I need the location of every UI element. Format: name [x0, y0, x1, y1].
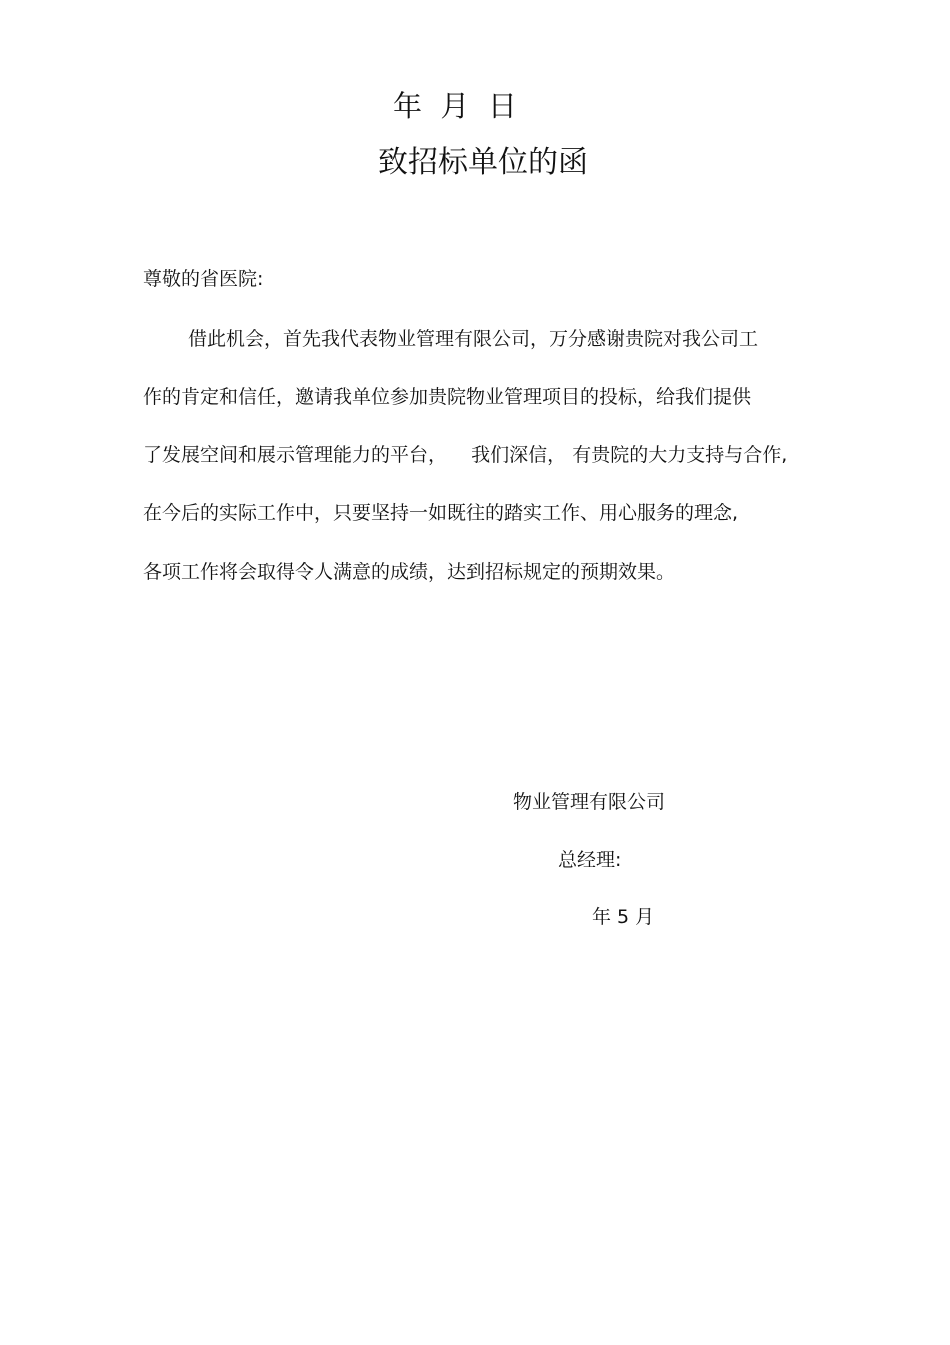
- signature-date: 年 5 月: [592, 906, 655, 928]
- salutation: 尊敬的省医院:: [143, 268, 264, 290]
- date-header: 年 月 日: [393, 89, 517, 123]
- body-line-5: 各项工作将会取得令人满意的成绩，达到招标规定的预期效果。: [143, 561, 676, 583]
- body-line-3: 了发展空间和展示管理能力的平台， 我们深信， 有贵院的大力支持与合作,: [143, 444, 788, 466]
- letter-title: 致招标单位的函: [378, 145, 588, 180]
- body-line-2: 作的肯定和信任，邀请我单位参加贵院物业管理项目的投标，给我们提供: [143, 386, 752, 408]
- signature-manager: 总经理:: [558, 849, 622, 871]
- signature-company: 物业管理有限公司: [513, 791, 666, 813]
- body-line-4: 在今后的实际工作中，只要坚持一如既往的踏实工作、用心服务的理念,: [143, 502, 739, 524]
- body-line-1: 借此机会，首先我代表物业管理有限公司，万分感谢贵院对我公司工: [188, 328, 759, 350]
